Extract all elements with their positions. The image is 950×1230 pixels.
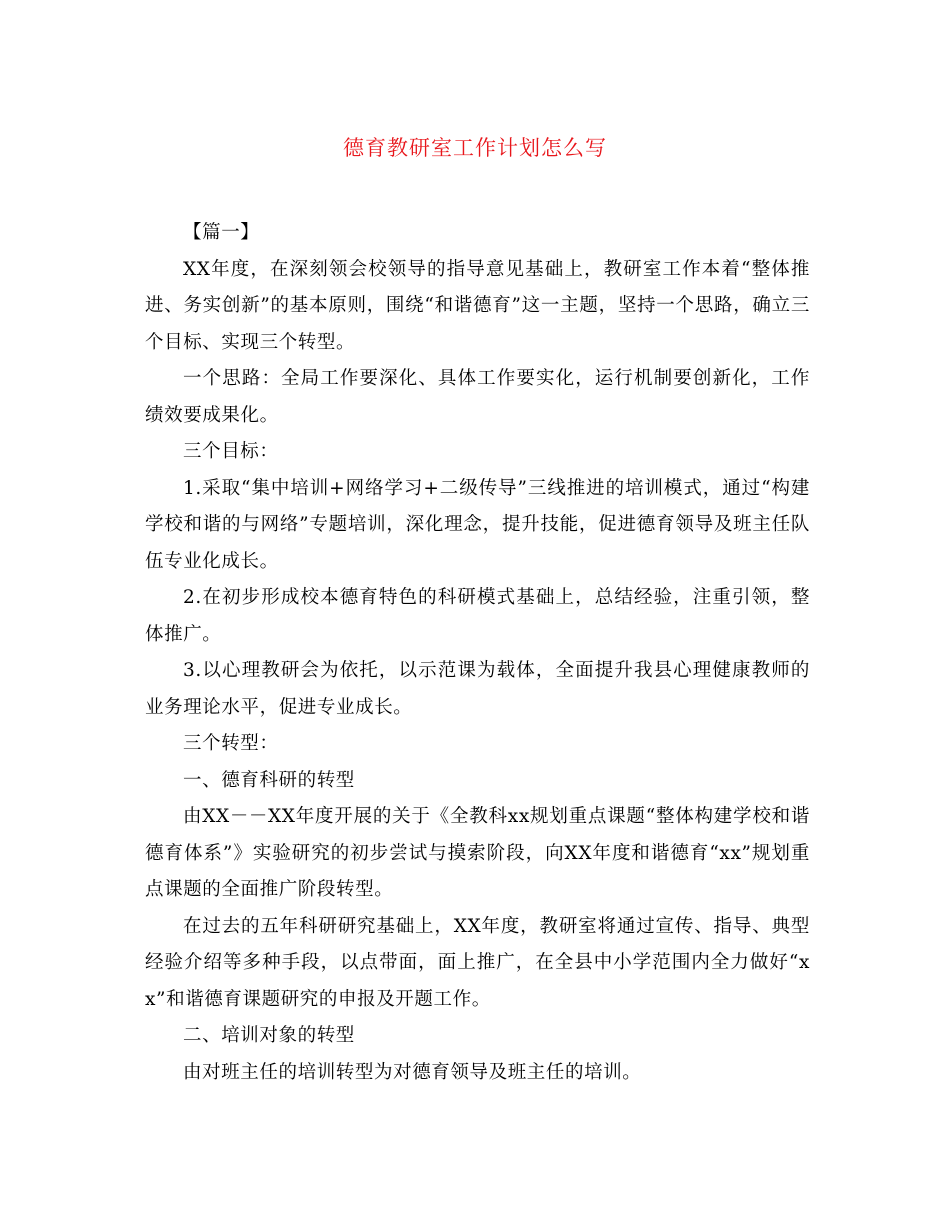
subheading: 一、德育科研的转型 <box>183 769 355 791</box>
paragraph: 三个转型： <box>183 733 279 754</box>
paragraph: 由对班主任的培训转型为对德育领导及班主任的培训。 <box>183 1061 642 1083</box>
subheading: 二、培训对象的转型 <box>183 1025 355 1046</box>
list-item: 1.采取“集中培训+网络学习+二级传导”三线推进的培训模式，通过“构建学校和谐的与网络”专题培训，深化理念，提升技能，促进德育领导及班主任队伍专业化成长。 <box>145 477 810 572</box>
paragraph: 一个思路：全局工作要深化、具体工作要实化，运行机制要创新化，工作绩效要成果化。 <box>145 368 810 426</box>
document-title: 德育教研室工作计划怎么写 <box>343 136 607 160</box>
paragraph: 三个目标： <box>183 441 279 462</box>
list-item: 3.以心理教研会为依托，以示范课为载体，全面提升我县心理健康教师的业务理论水平，促进专业成长。 <box>145 660 810 718</box>
paragraph: 在过去的五年科研研究基础上，XX年度，教研室将通过宣传、指导、典型经验介绍等多种手段，以点带面，面上推广，在全县中小学范围内全力做好“xx”和谐德育课题研究的申报及开题工作。 <box>145 915 810 1010</box>
document-body <box>145 215 810 1091</box>
paragraph: XX年度，在深刻领会校领导的指导意见基础上，教研室工作本着“整体推进、务实创新”的基本原则，围绕“和谐德育”这一主题，坚持一个思路，确立三个目标、实现三个转型。 <box>145 258 810 353</box>
section-heading: 【篇一】 <box>183 222 260 243</box>
list-item: 2.在初步形成校本德育特色的科研模式基础上，总结经验，注重引领，整体推广。 <box>145 587 810 645</box>
paragraph: 由XX－－XX年度开展的关于《全教科xx规划重点课题“整体构建学校和谐德育体系”》实验研究的初步尝试与摸索阶段，向XX年度和谐德育“xx”规划重点课题的全面推广阶段转型。 <box>145 806 810 900</box>
